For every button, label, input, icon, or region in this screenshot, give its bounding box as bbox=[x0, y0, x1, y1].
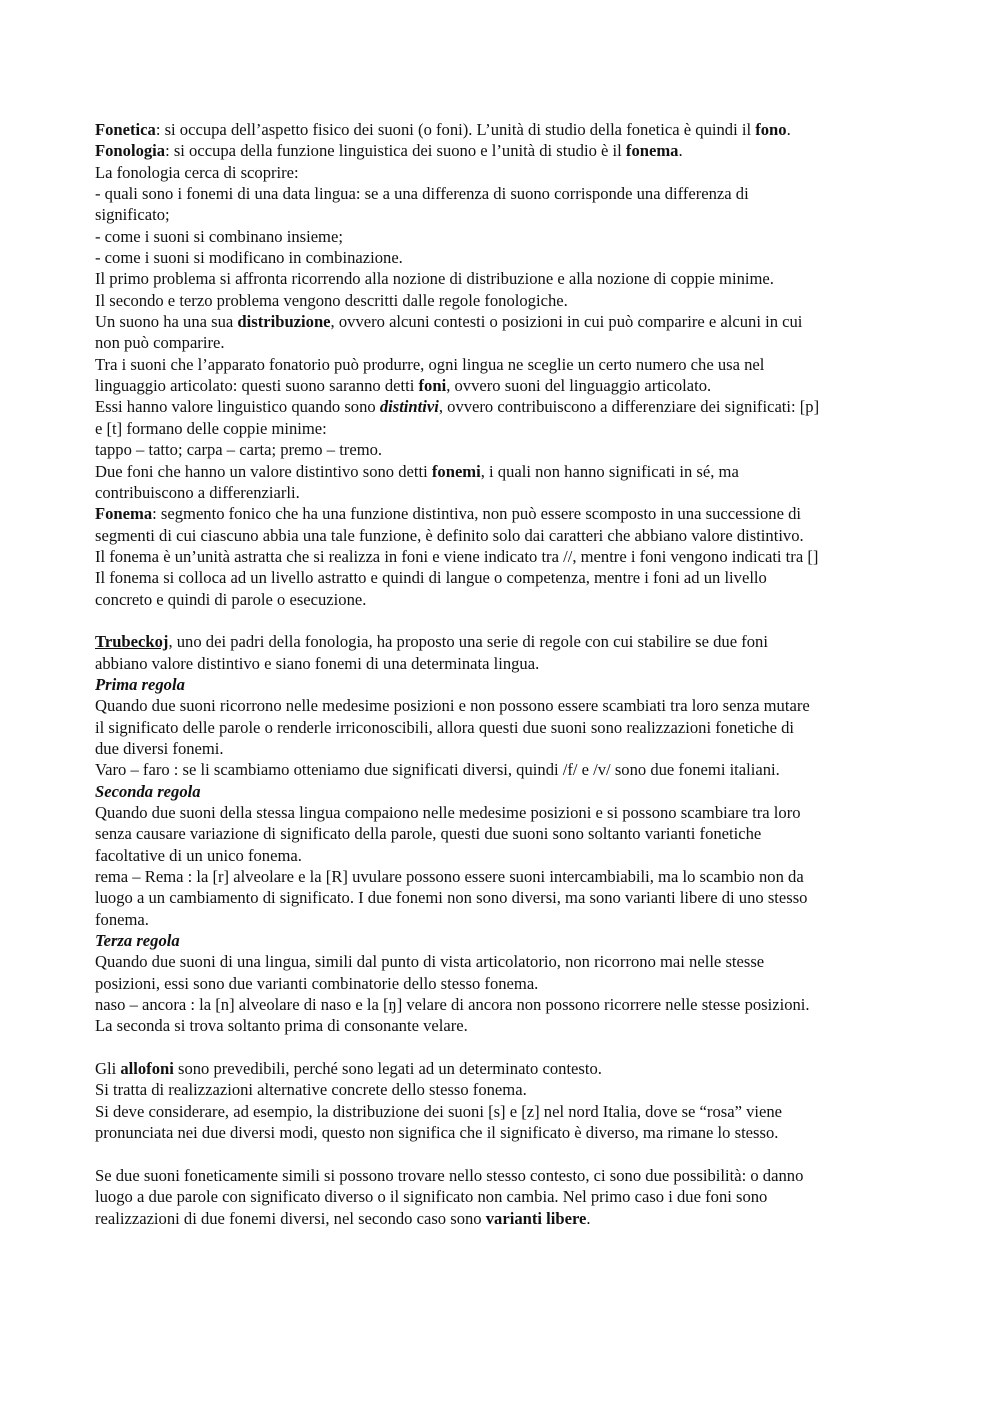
text-line: Il fonema è un’unità astratta che si realizza in foni e viene indicato tra //, mentre i foni vengono indicati tra [] bbox=[95, 546, 819, 566]
text-span: Essi hanno valore linguistico quando sono bbox=[95, 397, 380, 417]
text-span: linguaggio articolato: questi suono saranno detti bbox=[95, 376, 419, 396]
term-foni: foni bbox=[418, 376, 447, 396]
term-varianti-libere: varianti libere bbox=[485, 1208, 587, 1228]
text-line: - quali sono i fonemi di una data lingua: se a una differenza di suono corrisponde una differenza di bbox=[95, 184, 749, 204]
text-line: - come i suoni si combinano insieme; bbox=[95, 226, 343, 246]
text-line: - come i suoni si modificano in combinazione. bbox=[95, 248, 403, 268]
paragraph-definitions bbox=[95, 119, 910, 610]
text-line: segmenti di cui ciascuno abbia una tale funzione, è definito solo dai caratteri che abbiano valore distintivo. bbox=[95, 525, 804, 545]
text-line: e [t] formano delle coppie minime: bbox=[95, 418, 327, 438]
text-span: sono prevedibili, perché sono legati ad un determinato contesto. bbox=[173, 1059, 602, 1079]
text-span: : si occupa della funzione linguistica dei suono e l’unità di studio è il bbox=[165, 141, 626, 161]
text-line bbox=[95, 140, 910, 161]
text-line bbox=[95, 461, 910, 482]
blank-line bbox=[95, 1037, 910, 1058]
text-line: luogo a due parole con significato diverso o il significato non cambia. Nel primo caso i due foni sono bbox=[95, 1187, 768, 1207]
text-line: luogo a un cambiamento di significato. I due fonemi non sono diversi, ma sono varianti libere di uno stesso bbox=[95, 888, 808, 908]
text-span: , ovvero contribuiscono a differenziare dei significati: [p] bbox=[438, 397, 820, 417]
text-line: non può comparire. bbox=[95, 333, 225, 353]
text-span: . bbox=[786, 120, 791, 139]
blank-line bbox=[95, 610, 910, 631]
paragraph-trubeckoj-rules bbox=[95, 631, 910, 1037]
text-span: , uno dei padri della fonologia, ha proposto una serie di regole con cui stabilire se due foni bbox=[168, 632, 768, 652]
text-line: abbiano valore distintivo e siano fonemi di una determinata lingua. bbox=[95, 653, 540, 673]
text-line: Si tratta di realizzazioni alternative concrete dello stesso fonema. bbox=[95, 1080, 527, 1100]
text-span: , i quali non hanno significati in sé, ma bbox=[480, 461, 739, 481]
heading-seconda-regola: Seconda regola bbox=[95, 781, 201, 801]
text-line: tappo – tatto; carpa – carta; premo – tremo. bbox=[95, 440, 383, 460]
text-line: Quando due suoni della stessa lingua compaiono nelle medesime posizioni e si possono scambiare tra loro bbox=[95, 803, 801, 822]
text-line: il significato delle parole o renderle irriconoscibili, allora questi due suoni sono realizzazioni fonetiche di bbox=[95, 717, 795, 737]
text-line: significato; bbox=[95, 205, 170, 225]
text-span: Due foni che hanno un valore distintivo sono detti bbox=[95, 461, 432, 481]
term-fonemi: fonemi bbox=[431, 461, 481, 481]
text-line bbox=[95, 375, 910, 396]
blank-line bbox=[95, 1144, 910, 1165]
text-line: due diversi fonemi. bbox=[95, 738, 224, 758]
text-line: Quando due suoni ricorrono nelle medesime posizioni e non possono essere scambiati tra loro senza mutare bbox=[95, 696, 810, 716]
text-line bbox=[95, 311, 910, 332]
text-line bbox=[95, 396, 910, 417]
text-line bbox=[95, 1058, 910, 1079]
text-line: facoltative di un unico fonema. bbox=[95, 845, 302, 865]
text-span: realizzazioni di due fonemi diversi, nel secondo caso sono bbox=[95, 1208, 486, 1228]
text-line bbox=[95, 503, 910, 524]
text-line: concreto e quindi di parole o esecuzione. bbox=[95, 589, 367, 609]
text-span: Un suono ha una sua bbox=[95, 312, 238, 332]
text-line: rema – Rema : la [r] alveolare e la [R] uvulare possono essere suoni intercambiabili, ma lo scambio non da bbox=[95, 867, 804, 887]
text-line: Quando due suoni di una lingua, simili dal punto di vista articolatorio, non ricorrono mai nelle stesse bbox=[95, 952, 765, 972]
term-distintivi: distintivi bbox=[379, 397, 439, 417]
text-line: naso – ancora : la [n] alveolare di naso e la [ŋ] velare di ancora non possono ricorrere nelle stesse posizioni. bbox=[95, 995, 810, 1015]
term-fono: fono bbox=[755, 120, 787, 139]
text-line bbox=[95, 119, 910, 140]
term-fonema-def: Fonema bbox=[95, 504, 153, 524]
text-line: Se due suoni foneticamente simili si possono trovare nello stesso contesto, ci sono due possibilità: o danno bbox=[95, 1165, 804, 1185]
text-line: fonema. bbox=[95, 909, 149, 929]
text-line: Si deve considerare, ad esempio, la distribuzione dei suoni [s] e [z] nel nord Italia, dove se “rosa” viene bbox=[95, 1101, 783, 1121]
text-line: La seconda si trova soltanto prima di consonante velare. bbox=[95, 1016, 468, 1036]
text-line bbox=[95, 1208, 910, 1229]
text-line: contribuiscono a differenziarli. bbox=[95, 482, 300, 502]
text-line: senza causare variazione di significato della parole, questi due suoni sono soltanto varianti fonetiche bbox=[95, 824, 762, 844]
term-distribuzione: distribuzione bbox=[237, 312, 331, 332]
paragraph-varianti-libere bbox=[95, 1165, 910, 1229]
text-span: . bbox=[678, 141, 683, 161]
text-line: posizioni, essi sono due varianti combinatorie dello stesso fonema. bbox=[95, 973, 539, 993]
term-allofoni: allofoni bbox=[120, 1059, 174, 1079]
term-fonema: fonema bbox=[625, 141, 679, 161]
text-span: . bbox=[586, 1208, 591, 1228]
text-span: , ovvero suoni del linguaggio articolato. bbox=[446, 376, 712, 396]
text-line: Tra i suoni che l’apparato fonatorio può produrre, ogni lingua ne sceglie un certo numero che usa nel bbox=[95, 354, 765, 374]
heading-prima-regola: Prima regola bbox=[95, 674, 185, 694]
text-span: Gli bbox=[95, 1059, 121, 1079]
term-fonetica: Fonetica bbox=[95, 120, 156, 139]
term-trubeckoj: Trubeckoj bbox=[95, 632, 169, 652]
text-span: , ovvero alcuni contesti o posizioni in cui può comparire e alcuni in cui bbox=[330, 312, 803, 332]
text-line: La fonologia cerca di scoprire: bbox=[95, 162, 299, 182]
term-fonologia: Fonologia bbox=[95, 141, 166, 161]
heading-terza-regola: Terza regola bbox=[95, 931, 180, 951]
text-span: : segmento fonico che ha una funzione distintiva, non può essere scomposto in una successione di bbox=[152, 504, 802, 524]
text-span: : si occupa dell’aspetto fisico dei suoni (o foni). L’unità di studio della fonetica è quindi il bbox=[155, 120, 756, 139]
text-line: Il fonema si colloca ad un livello astratto e quindi di langue o competenza, mentre i foni ad un livello bbox=[95, 568, 767, 588]
paragraph-allofoni bbox=[95, 1058, 910, 1143]
text-line bbox=[95, 631, 910, 652]
text-line: Varo – faro : se li scambiamo otteniamo due significati diversi, quindi /f/ e /v/ sono due fonemi italiani. bbox=[95, 760, 780, 780]
text-line: pronunciata nei due diversi modi, questo non significa che il significato è diverso, ma rimane lo stesso. bbox=[95, 1123, 779, 1143]
text-line: Il secondo e terzo problema vengono descritti dalle regole fonologiche. bbox=[95, 290, 568, 310]
text-line: Il primo problema si affronta ricorrendo alla nozione di distribuzione e alla nozione di coppie minime. bbox=[95, 269, 774, 289]
